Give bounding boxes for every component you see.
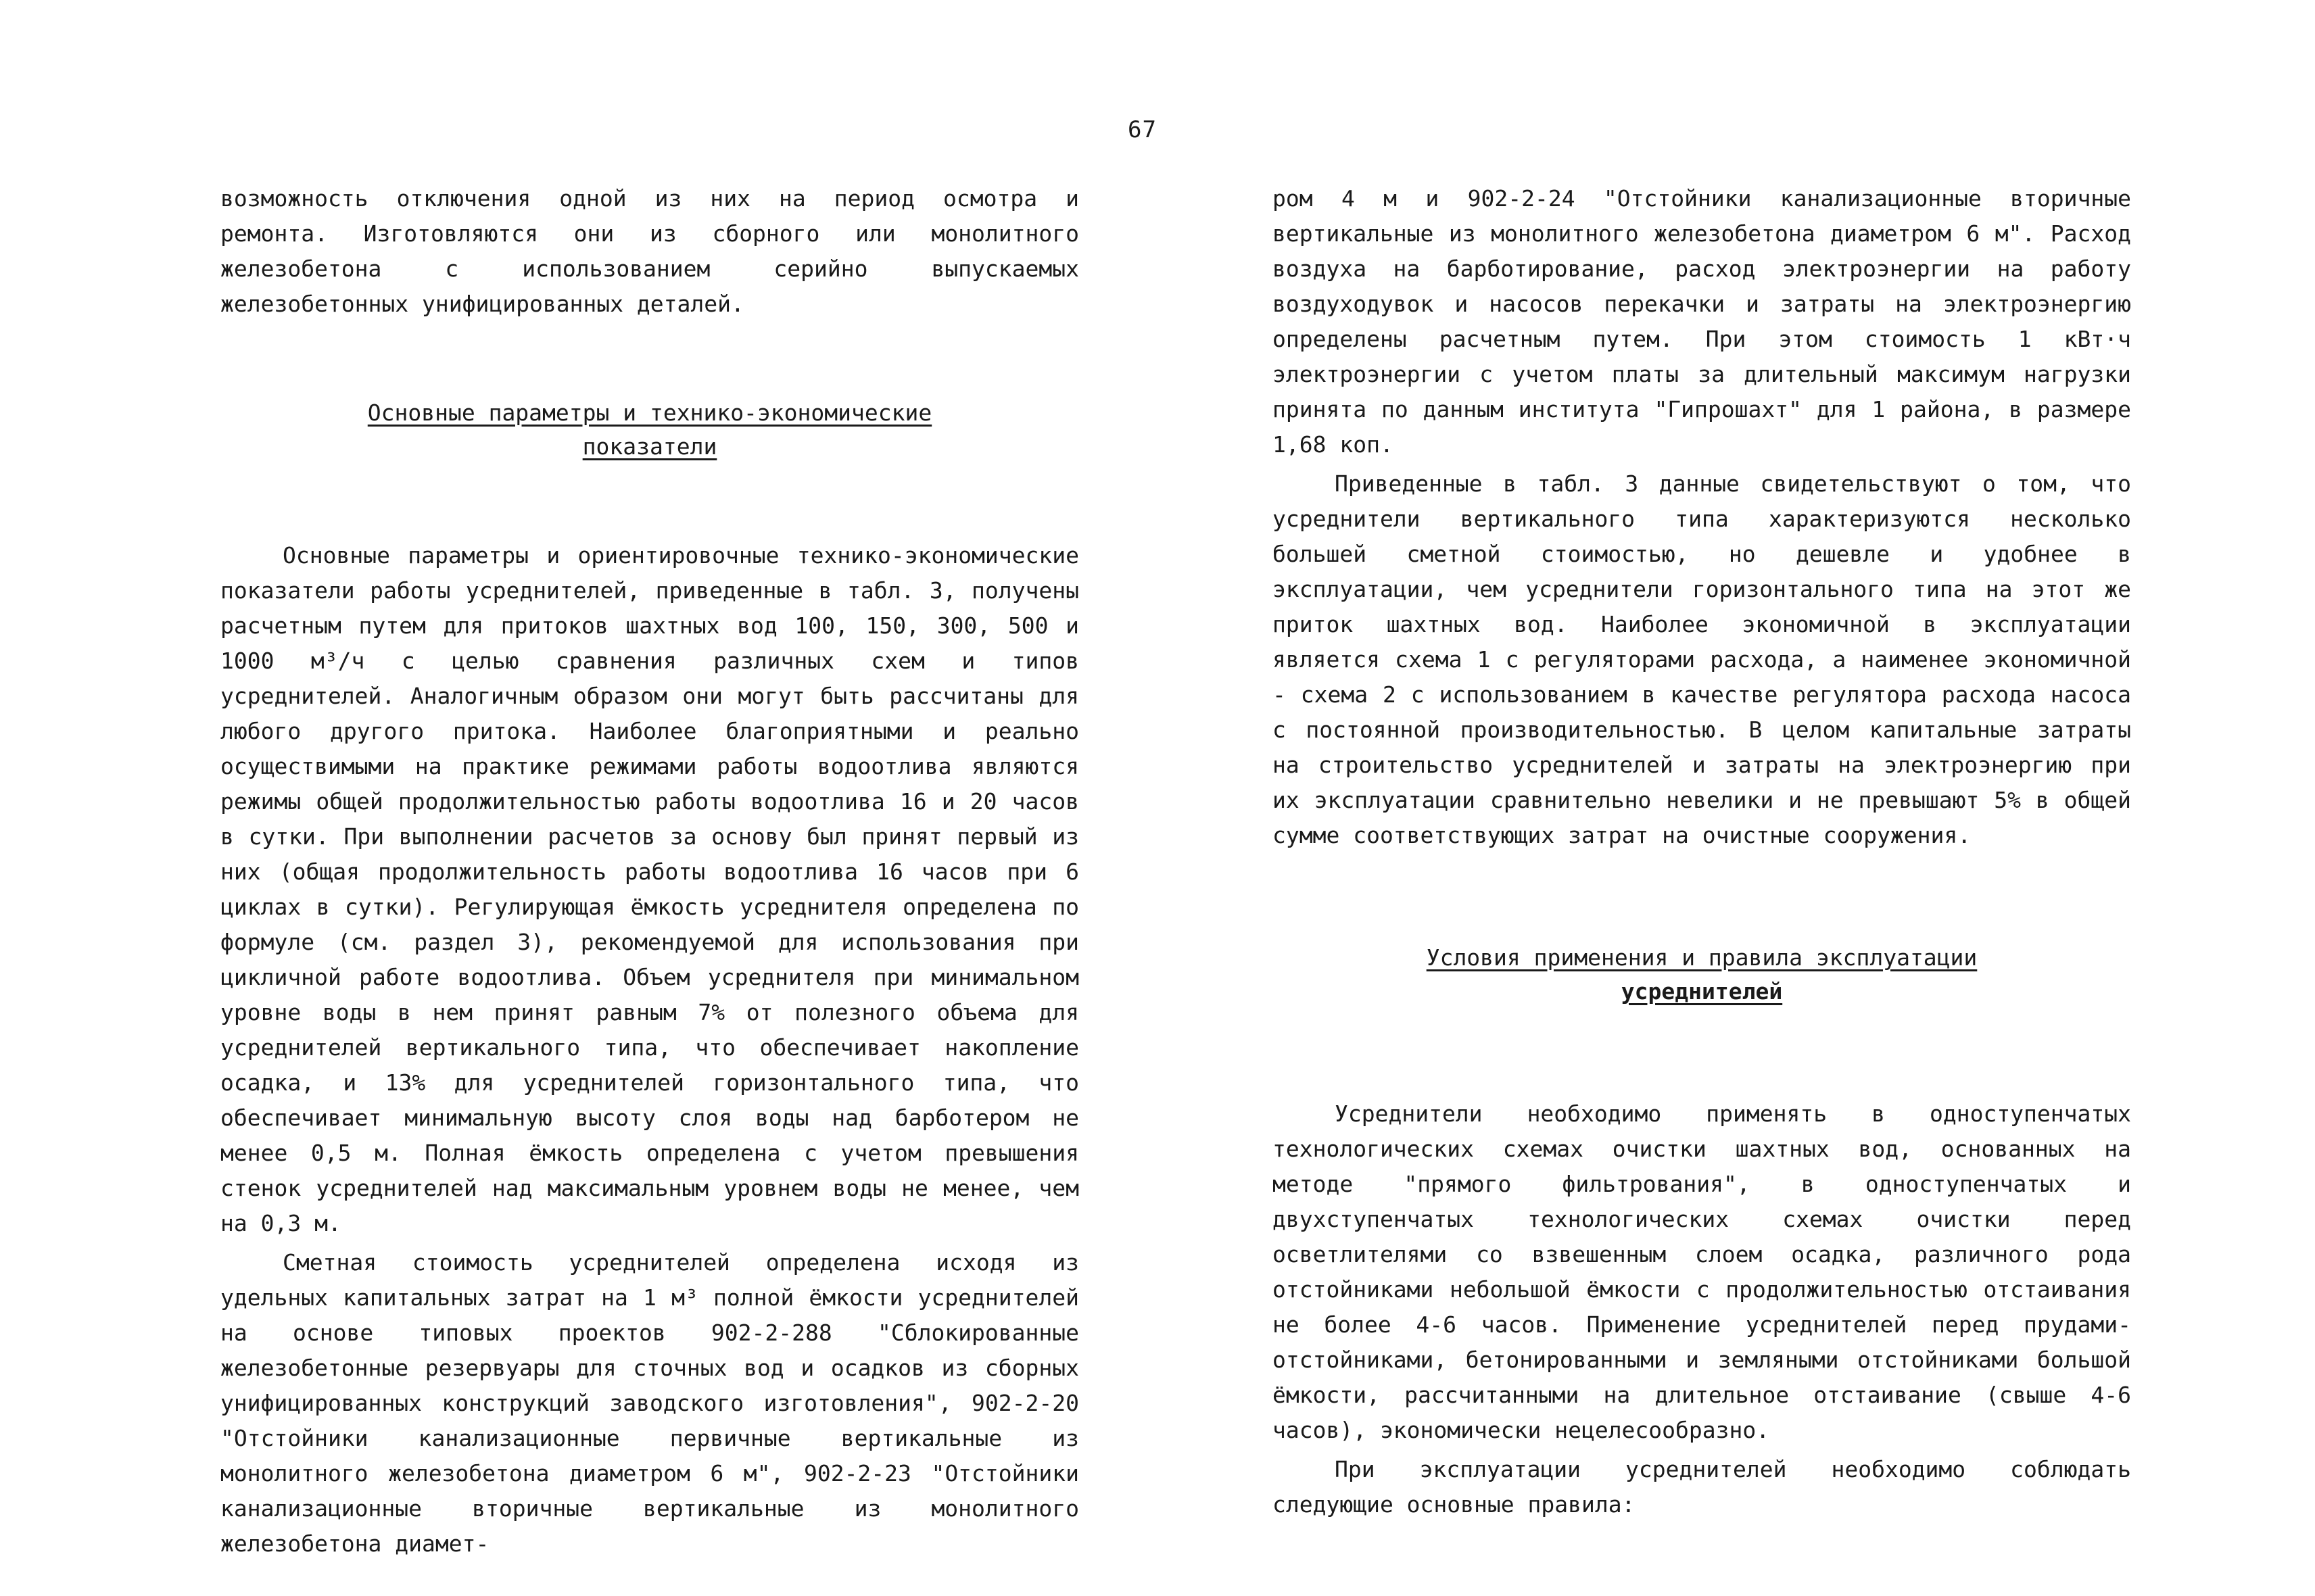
page-number: 67 [1128,116,1157,143]
right-intro-paragraph: ром 4 м и 902-2-24 "Отстойники канализационные вторичные вертикальные из монолитного железобетона диаметром 6 м". Расход воздуха на барботирование, расход электроэнергии на работу воздуходувок и насосов перекачки и затраты на электроэнергию определены расчетным путем. При этом стоимость 1 кВт·ч электроэнергии с учетом платы за длительный максимум нагрузки принята по данным института "Гипрошахт" для 1 района, в размере 1,68 коп. [1272,185,2131,458]
right-heading-line-2: усреднителей [1621,978,1783,1005]
left-heading-line-1: Основные параметры и технико-экономические [367,400,932,426]
left-intro-paragraph: возможность отключения одной из них на период осмотра и ремонта. Изготовляются они из сборного или монолитного железобетона с использованием серийно выпускаемых железобетонных унифицированных деталей. [220,185,1079,317]
right-column [1272,181,2131,1522]
right-paragraph-1: Приведенные в табл. 3 данные свидетельствуют о том, что усреднители вертикального типа характеризуются несколько большей сметной стоимостью, но дешевле и удобнее в эксплуатации, чем усреднители горизонтального типа на этот же приток шахтных вод. Наиболее экономичной в эксплуатации является схема 1 с регуляторами расхода, а наименее экономичной - схема 2 с использованием в качестве регулятора расхода насоса с постоянной производительностью. В целом капитальные затраты на строительство усреднителей и затраты на электроэнергию при их эксплуатации сравнительно невелики и не превышают 5% в общей сумме соответствующих затрат на очистные сооружения. [1272,470,2131,848]
right-paragraph-3: При эксплуатации усреднителей необходимо соблюдать следующие основные правила: [1272,1456,2131,1518]
right-heading-line-1: Условия применения и правила эксплуатации [1426,944,1978,971]
left-heading-line-2: показатели [582,433,717,460]
right-paragraph-2: Усреднители необходимо применять в одноступенчатых технологических схемах очистки шахтных вод, основанных на методе "прямого фильтрования", в одноступенчатых и двухступенчатых технологических схемах очистки перед осветлителями со взвешенным слоем осадка, различного рода отстойниками небольшой ёмкости с продолжительностью отстаивания не более 4-6 часов. Применение усреднителей перед прудами-отстойниками, бетонированными и земляными отстойниками большой ёмкости, рассчитанными на длительное отстаивание (свыше 4-6 часов), экономически нецелесообразно. [1272,1101,2131,1443]
left-paragraph-1: Основные параметры и ориентировочные технико-экономические показатели работы усреднителей, приведенные в табл. 3, получены расчетным путем для притоков шахтных вод 100, 150, 300, 500 и 1000 м³/ч с целью сравнения различных схем и типов усреднителей. Аналогичным образом они могут быть рассчитаны для любого другого притока. Наиболее благоприятными и реально осуществимыми на практике режимами работы водоотлива являются режимы общей продолжительностью работы водоотлива 16 и 20 часов в сутки. При выполнении расчетов за основу был принят первый из них (общая продолжительность работы водоотлива 16 часов при 6 циклах в сутки). Регулирующая ёмкость усреднителя определена по формуле (см. раздел 3), рекомендуемой для использования при цикличной работе водоотлива. Объем усреднителя при минимальном уровне воды в нем принят равным 7% от полезного объема для усреднителей вертикального типа, что обеспечивает накопление осадка, и 13% для усреднителей горизонтального типа, что обеспечивает минимальную высоту слоя воды над барботером не менее 0,5 м. Полная ёмкость определена с учетом превышения стенок усреднителей над максимальным уровнем воды не менее, чем на 0,3 м. [220,542,1079,1236]
left-section-heading [220,396,1079,464]
left-column [220,181,1079,1562]
left-paragraph-2: Сметная стоимость усреднителей определена исходя из удельных капитальных затрат на 1 м³ полной ёмкости усреднителей на основе типовых проектов 902-2-288 "Сблокированные железобетонные резервуары для сточных вод и осадков из сборных унифицированных конструкций заводского изготовления", 902-2-20 "Отстойники канализационные первичные вертикальные из монолитного железобетона диаметром 6 м", 902-2-23 "Отстойники канализационные вторичные вертикальные из монолитного железобетона диамет- [220,1249,1079,1557]
right-section-heading [1272,941,2131,1009]
